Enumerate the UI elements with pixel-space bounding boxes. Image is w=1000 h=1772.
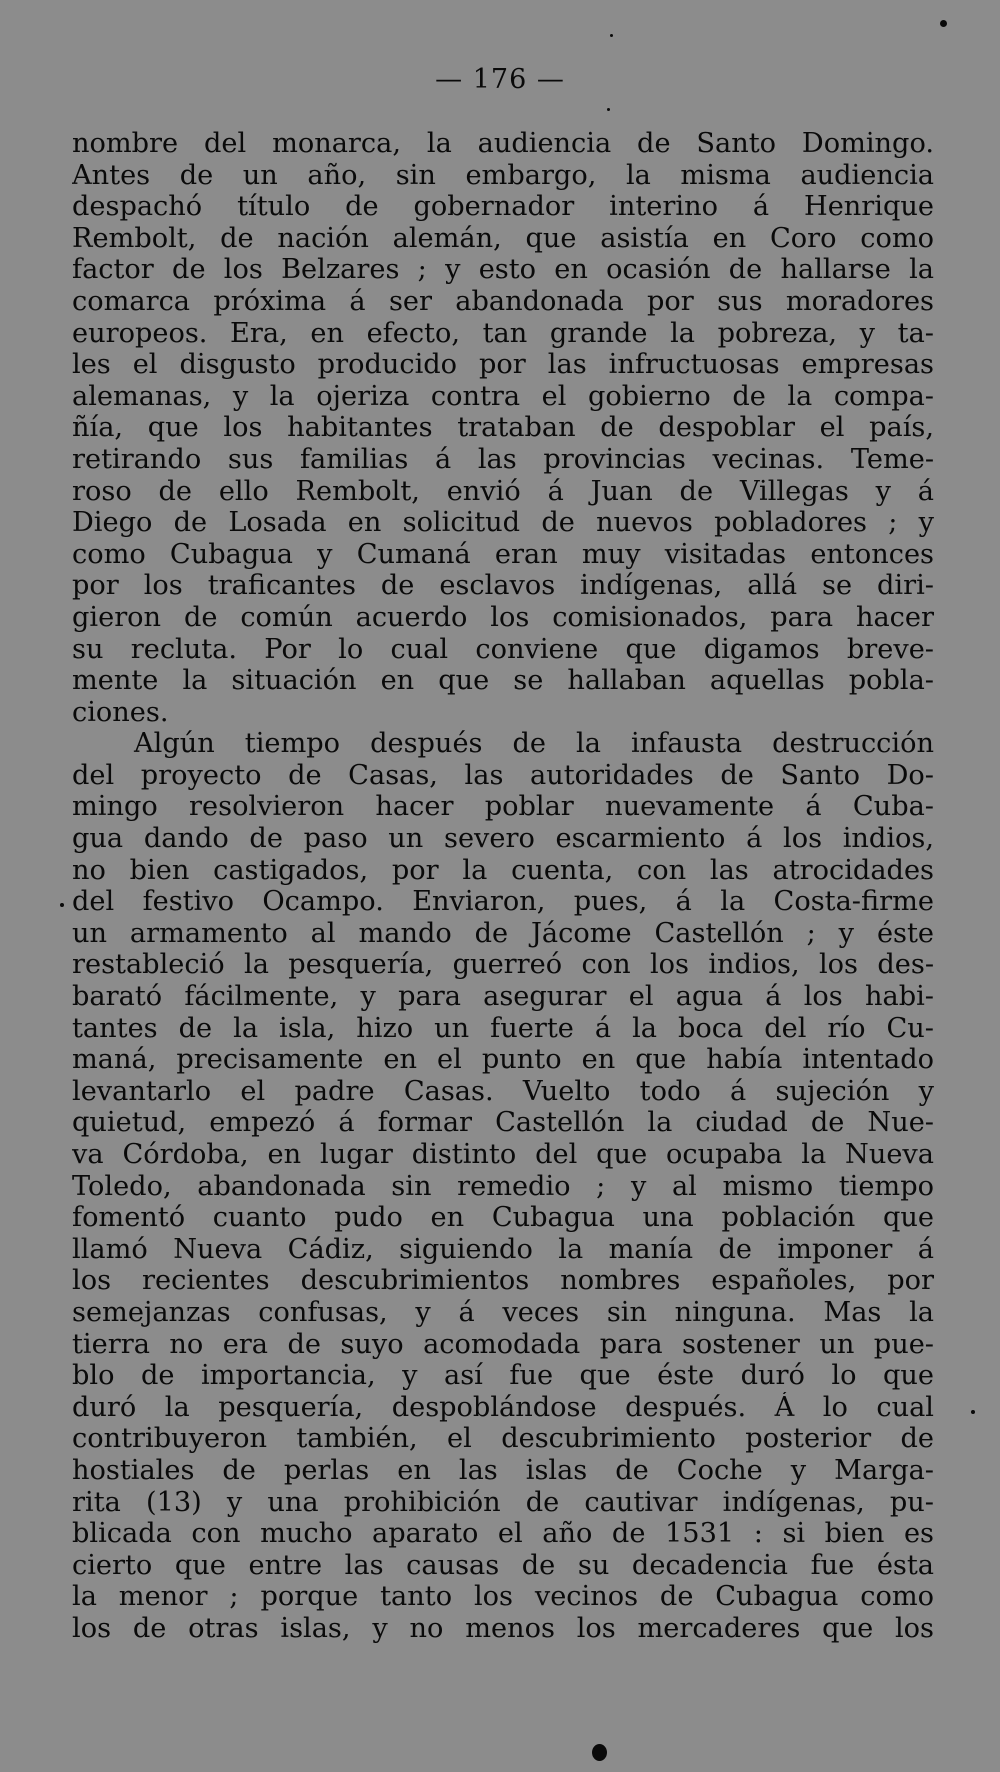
text-line: como Cubagua y Cumaná eran muy visitadas entonces xyxy=(72,538,934,570)
text-line: rita (13) y una prohibición de cautivar indígenas, pu- xyxy=(72,1486,934,1518)
scan-speck xyxy=(607,108,610,111)
text-line: del festivo Ocampo. Enviaron, pues, á la Costa-firme xyxy=(72,886,934,918)
text-line: gua dando de paso un severo escarmiento á los indios, xyxy=(72,823,934,855)
text-line: roso de ello Rembolt, envió á Juan de Villegas y á xyxy=(72,475,934,507)
scan-speck xyxy=(592,1744,607,1761)
text-line: ciones. xyxy=(72,696,169,728)
text-line: por los traficantes de esclavos indígenas, allá se diri- xyxy=(72,570,934,602)
text-line: retirando sus familias á las provincias vecinas. Teme- xyxy=(72,443,934,475)
text-line: factor de los Belzares ; y esto en ocasión de hallarse la xyxy=(72,254,934,286)
text-line: europeos. Era, en efecto, tan grande la pobreza, y ta- xyxy=(72,317,934,349)
scan-speck xyxy=(971,1410,975,1414)
text-line: despachó título de gobernador interino á Henrique xyxy=(72,191,934,223)
text-line: un armamento al mando de Jácome Castellón ; y éste xyxy=(72,917,934,949)
text-line: la menor ; porque tanto los vecinos de Cubagua como xyxy=(72,1581,934,1613)
text-line: levantarlo el padre Casas. Vuelto todo á sujeción y xyxy=(72,1075,934,1107)
text-line: los recientes descubrimientos nombres españoles, por xyxy=(72,1265,934,1297)
text-line: los de otras islas, y no menos los mercaderes que los xyxy=(72,1612,934,1644)
text-line: no bien castigados, por la cuenta, con las atrocidades xyxy=(72,854,934,886)
text-line: nombre del monarca, la audiencia de Santo Domingo. xyxy=(72,128,934,159)
text-line: contribuyeron también, el descubrimiento posterior de xyxy=(72,1423,934,1455)
text-line: ñía, que los habitantes trataban de despoblar el país, xyxy=(72,412,934,444)
text-line: semejanzas confusas, y á veces sin ninguna. Mas la xyxy=(72,1296,934,1328)
text-line: mingo resolvieron hacer poblar nuevamente á Cuba- xyxy=(72,791,934,823)
text-line: llamó Nueva Cádiz, siguiendo la manía de imponer á xyxy=(72,1233,934,1265)
text-line: Antes de un año, sin embargo, la misma audiencia xyxy=(72,159,934,191)
text-line: barató fácilmente, y para asegurar el agua á los habi- xyxy=(72,981,934,1013)
text-line: les el disgusto producido por las infructuosas empresas xyxy=(72,349,934,381)
text-line: blicada con mucho aparato el año de 1531 : si bien es xyxy=(72,1518,934,1550)
page-number: — 176 — xyxy=(435,64,565,95)
scan-speck xyxy=(940,20,947,27)
text-line: restableció la pesquería, guerreó con los indios, los des- xyxy=(72,949,934,981)
scan-speck xyxy=(610,34,613,37)
text-line: Algún tiempo después de la infausta destrucción xyxy=(134,728,934,760)
text-line: Diego de Losada en solicitud de nuevos pobladores ; y xyxy=(72,507,934,539)
text-line: cierto que entre las causas de su decadencia fue ésta xyxy=(72,1549,934,1581)
text-line: Rembolt, de nación alemán, que asistía en Coro como xyxy=(72,222,934,254)
text-line: hostiales de perlas en las islas de Coche y Marga- xyxy=(72,1454,934,1486)
scan-speck xyxy=(60,903,64,907)
text-line: del proyecto de Casas, las autoridades de Santo Do- xyxy=(72,759,934,791)
text-line: fomentó cuanto pudo en Cubagua una población que xyxy=(72,1202,934,1234)
text-line: quietud, empezó á formar Castellón la ciudad de Nue- xyxy=(72,1107,934,1139)
text-line: su recluta. Por lo cual conviene que digamos breve- xyxy=(72,633,934,665)
text-line: alemanas, y la ojeriza contra el gobierno de la compa- xyxy=(72,380,934,412)
text-line: tierra no era de suyo acomodada para sostener un pue- xyxy=(72,1328,934,1360)
text-line: gieron de común acuerdo los comisionados, para hacer xyxy=(72,601,934,633)
text-line: Toledo, abandonada sin remedio ; y al mismo tiempo xyxy=(72,1170,934,1202)
text-line: mente la situación en que se hallaban aquellas pobla- xyxy=(72,665,934,697)
text-line: comarca próxima á ser abandonada por sus moradores xyxy=(72,285,934,317)
text-line: duró la pesquería, despoblándose después. Á lo cual xyxy=(72,1391,934,1423)
text-line: tantes de la isla, hizo un fuerte á la boca del río Cu- xyxy=(72,1012,934,1044)
text-line: va Córdoba, en lugar distinto del que ocupaba la Nueva xyxy=(72,1139,934,1170)
body-text xyxy=(72,128,934,1645)
text-line: maná, precisamente en el punto en que había intentado xyxy=(72,1044,934,1076)
text-line: blo de importancia, y así fue que éste duró lo que xyxy=(72,1360,934,1392)
